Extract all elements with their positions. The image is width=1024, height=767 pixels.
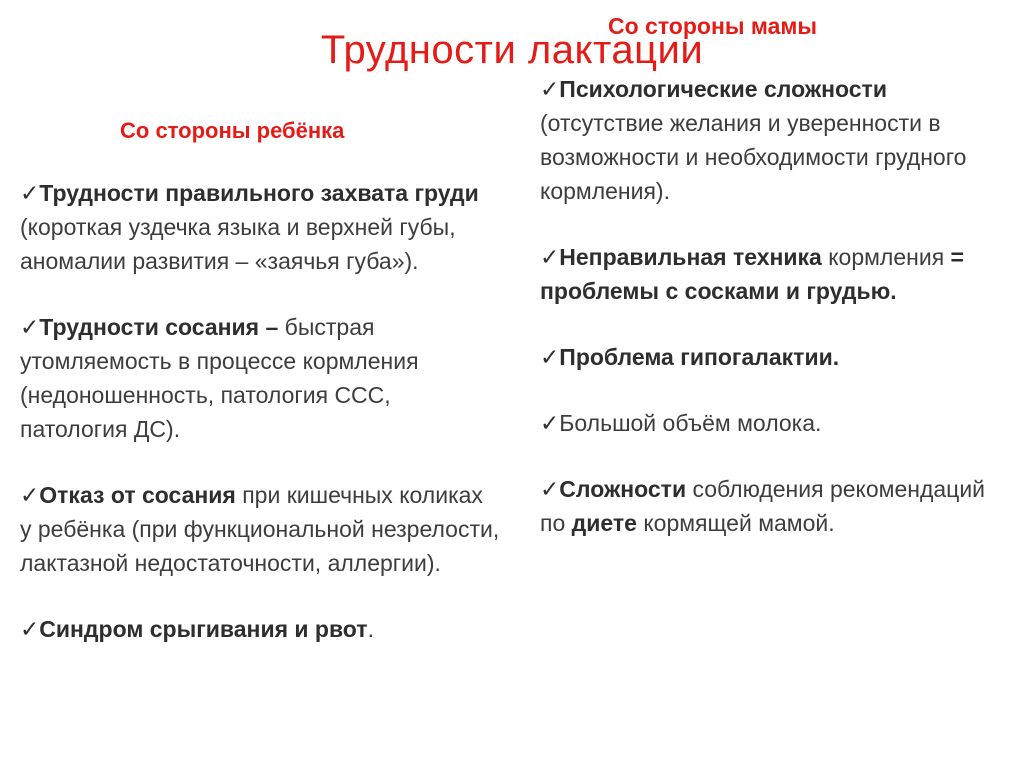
item-text: Большой объём молока. [559, 410, 822, 436]
item-text: (короткая уздечка языка и верхней губы, аномалии развития – «заячья губа»). [20, 214, 456, 274]
item-text: (отсутствие желания и уверенности в возможности и необходимости грудного кормления). [540, 110, 967, 204]
item-text: быстрая утомляемость в процессе кормления (недоношенность, патология ССС, патология ДС). [20, 314, 419, 442]
item-bold-2: диете [571, 510, 637, 536]
list-item [540, 406, 1016, 440]
item-bold: Трудности правильного захвата груди [39, 180, 479, 206]
check-icon: ✓ [20, 314, 40, 340]
item-bold: Сложности [559, 476, 687, 502]
item-bold: Неправильная техника [559, 244, 822, 270]
child-side-list [20, 176, 500, 678]
item-bold: Проблема гипогалактии. [559, 344, 840, 370]
item-text: при кишечных коликах у ребёнка (при функциональной незрелости, лактазной недостаточности, аллергии). [20, 482, 500, 576]
list-item [540, 340, 1016, 374]
mom-side-heading: Со стороны мамы [608, 13, 818, 39]
item-bold-2: = проблемы с сосками и грудью. [540, 244, 964, 304]
list-item [20, 176, 500, 278]
list-item [20, 310, 500, 446]
item-text: . [367, 616, 374, 642]
list-item [20, 612, 500, 646]
page-title: Трудности лактации [320, 28, 704, 72]
item-text: соблюдения рекомендаций по [540, 476, 986, 536]
check-icon: ✓ [20, 616, 40, 642]
check-icon: ✓ [20, 180, 40, 206]
mom-side-list [540, 72, 1016, 572]
check-icon: ✓ [540, 76, 560, 102]
item-bold: Психологические сложности [559, 76, 887, 102]
child-side-heading: Со стороны ребёнка [120, 118, 345, 143]
check-icon: ✓ [540, 344, 560, 370]
check-icon: ✓ [540, 476, 560, 502]
item-text-2: кормящей мамой. [636, 510, 835, 536]
check-icon: ✓ [540, 410, 560, 436]
item-bold: Синдром срыгивания и рвот [39, 616, 368, 642]
item-text: кормления [821, 244, 951, 270]
item-bold: Трудности сосания – [39, 314, 279, 340]
list-item [540, 240, 1016, 308]
check-icon: ✓ [540, 244, 560, 270]
list-item [540, 472, 1016, 540]
list-item [20, 478, 500, 580]
check-icon: ✓ [20, 482, 40, 508]
list-item [540, 72, 1016, 208]
item-bold: Отказ от сосания [39, 482, 236, 508]
